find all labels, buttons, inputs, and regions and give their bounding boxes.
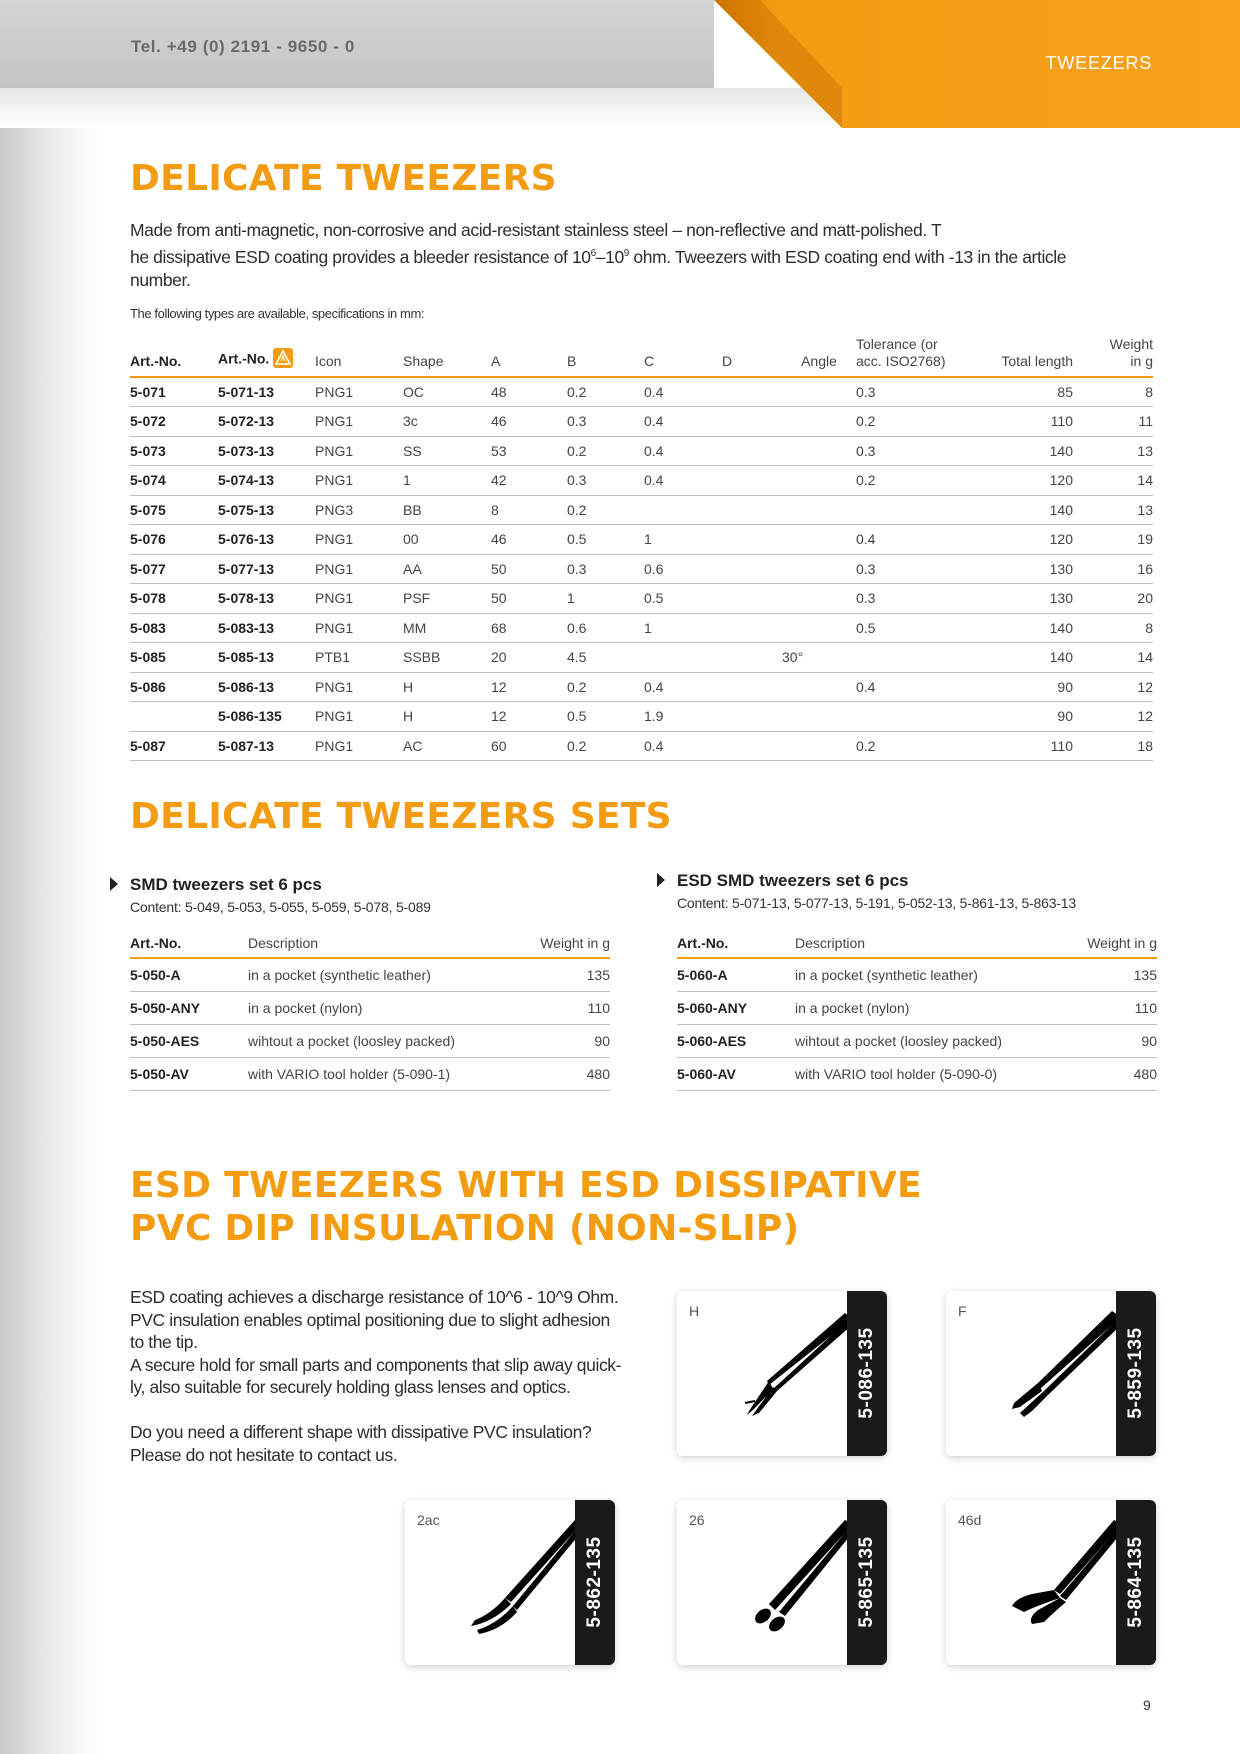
th-weight-line1: Weight (1109, 336, 1153, 352)
left-gradient-shade (0, 0, 100, 1754)
th-total-length: Total length (974, 336, 1073, 377)
product-art-no: 5-865-135 (856, 1536, 877, 1628)
cell-angle (782, 495, 856, 525)
cell-length: 140 (974, 643, 1073, 673)
cell-b: 0.5 (567, 525, 644, 555)
product-card-5-862-135[interactable] (405, 1500, 615, 1665)
cell-weight: 8 (1073, 613, 1153, 643)
cell-tol (856, 495, 974, 525)
cell-art-esd: 5-073-13 (218, 436, 315, 466)
table-row (130, 495, 1153, 525)
cell-icon: PNG1 (315, 731, 403, 761)
cell-art-esd: 5-071-13 (218, 377, 315, 407)
esd-paragraph-1 (130, 1286, 630, 1399)
cell-art: 5-085 (130, 643, 218, 673)
cell-art-esd: 5-076-13 (218, 525, 315, 555)
cell-art: 5-072 (130, 407, 218, 437)
cell-tol: 0.3 (856, 584, 974, 614)
cell-art-esd: 5-075-13 (218, 495, 315, 525)
cell-tol: 0.4 (856, 672, 974, 702)
cell-a: 20 (491, 643, 567, 673)
cell-weight: 12 (1073, 672, 1153, 702)
cell-angle (782, 466, 856, 496)
th-b: B (567, 336, 644, 377)
table-row (130, 672, 1153, 702)
cell-length: 85 (974, 377, 1073, 407)
product-art-no: 5-864-135 (1125, 1536, 1146, 1628)
cell-length: 130 (974, 554, 1073, 584)
section-title-line1: ESD TWEEZERS WITH ESD DISSIPATIVE (130, 1165, 922, 1206)
cell-length: 120 (974, 525, 1073, 555)
product-card-5-865-135[interactable] (677, 1500, 887, 1665)
cell-art: 5-083 (130, 613, 218, 643)
cell-angle (782, 584, 856, 614)
section-title-delicate-tweezers: DELICATE TWEEZERS (130, 158, 557, 199)
cell-shape: SS (403, 436, 491, 466)
cell-angle (782, 731, 856, 761)
page-number: 9 (1143, 1697, 1151, 1713)
set-cell-art: 5-050-ANY (130, 991, 248, 1024)
product-card-5-859-135[interactable] (946, 1291, 1156, 1456)
cell-art-esd: 5-074-13 (218, 466, 315, 496)
types-note: The following types are available, specifications in mm: (130, 306, 425, 321)
set-table-row (130, 1057, 610, 1090)
cell-weight: 13 (1073, 495, 1153, 525)
cell-tol: 0.4 (856, 525, 974, 555)
cell-shape: 3c (403, 407, 491, 437)
cell-tol (856, 643, 974, 673)
cell-b: 0.2 (567, 672, 644, 702)
cell-weight: 14 (1073, 466, 1153, 496)
product-shape-label: H (689, 1303, 700, 1319)
set-table-header (677, 935, 1157, 958)
cell-weight: 20 (1073, 584, 1153, 614)
cell-b: 0.3 (567, 466, 644, 496)
set-table-row (130, 991, 610, 1024)
set-heading-text: ESD SMD tweezers set 6 pcs (677, 871, 909, 890)
tweezers-spec-table (130, 336, 1153, 761)
set-table-row (677, 1057, 1157, 1090)
cell-d (722, 672, 782, 702)
set-cell-art: 5-060-A (677, 958, 795, 991)
cell-art: 5-086 (130, 672, 218, 702)
th-set-weight: Weight in g (508, 935, 610, 958)
cell-shape: SSBB (403, 643, 491, 673)
cell-c: 1.9 (644, 702, 722, 732)
cell-shape: 00 (403, 525, 491, 555)
header-section-label: TWEEZERS (1045, 53, 1152, 73)
cell-art: 5-071 (130, 377, 218, 407)
cell-shape: 1 (403, 466, 491, 496)
triangle-bullet-icon (110, 877, 118, 891)
product-card-5-086-135[interactable] (677, 1291, 887, 1456)
table-row (130, 731, 1153, 761)
th-a: A (491, 336, 567, 377)
cell-shape: PSF (403, 584, 491, 614)
th-angle: Angle (782, 336, 856, 377)
cell-a: 46 (491, 525, 567, 555)
cell-art: 5-087 (130, 731, 218, 761)
th-shape: Shape (403, 336, 491, 377)
cell-a: 12 (491, 672, 567, 702)
cell-d (722, 554, 782, 584)
cell-c (644, 495, 722, 525)
set-cell-art: 5-050-AV (130, 1057, 248, 1090)
intro-line-2 (130, 242, 1130, 292)
set-table-row (130, 958, 610, 991)
esd-p1-line1: ESD coating achieves a discharge resistance of 10^6 - 10^9 Ohm. (130, 1287, 619, 1307)
product-art-no: 5-862-135 (584, 1536, 605, 1628)
cell-weight: 19 (1073, 525, 1153, 555)
cell-shape: MM (403, 613, 491, 643)
product-shape-label: 46d (958, 1512, 982, 1528)
table-row (130, 377, 1153, 407)
th-icon: Icon (315, 336, 403, 377)
th-c: C (644, 336, 722, 377)
cell-b: 0.2 (567, 731, 644, 761)
cell-tol: 0.2 (856, 407, 974, 437)
cell-angle (782, 407, 856, 437)
th-set-desc: Description (795, 935, 1055, 958)
triangle-bullet-icon (657, 873, 665, 887)
th-tolerance (856, 336, 974, 377)
cell-d (722, 731, 782, 761)
cell-d (722, 613, 782, 643)
set-cell-art: 5-060-AV (677, 1057, 795, 1090)
cell-length: 140 (974, 436, 1073, 466)
th-tolerance-line2: acc. ISO2768) (856, 353, 946, 369)
esd-p1-line5: ly, also suitable for securely holding glass lenses and optics. (130, 1377, 571, 1397)
intro-line-1: Made from anti-magnetic, non-corrosive and acid-resistant stainless steel – non-reflective and matt-polished. T (130, 220, 942, 240)
set-cell-desc: in a pocket (synthetic leather) (248, 958, 508, 991)
section-title-tweezers-sets: DELICATE TWEEZERS SETS (130, 796, 672, 837)
cell-tol: 0.3 (856, 436, 974, 466)
cell-d (722, 584, 782, 614)
cell-c: 0.4 (644, 436, 722, 466)
set-table (130, 935, 610, 1091)
cell-c: 0.4 (644, 466, 722, 496)
cell-a: 68 (491, 613, 567, 643)
cell-weight: 12 (1073, 702, 1153, 732)
cell-b: 0.2 (567, 436, 644, 466)
set-cell-desc: with VARIO tool holder (5-090-1) (248, 1057, 508, 1090)
cell-length: 90 (974, 672, 1073, 702)
cell-tol: 0.3 (856, 377, 974, 407)
set-heading (130, 875, 610, 895)
tweezers-angled-icon (976, 1520, 1126, 1645)
cell-weight: 11 (1073, 407, 1153, 437)
cell-art-esd: 5-083-13 (218, 613, 315, 643)
cell-d (722, 495, 782, 525)
cell-c: 1 (644, 525, 722, 555)
th-weight (1073, 336, 1153, 377)
cell-angle (782, 702, 856, 732)
cell-art-esd: 5-078-13 (218, 584, 315, 614)
esd-icon (273, 348, 293, 368)
cell-shape: AA (403, 554, 491, 584)
cell-length: 90 (974, 702, 1073, 732)
cell-angle (782, 672, 856, 702)
cell-b: 1 (567, 584, 644, 614)
th-art-no-esd (218, 336, 315, 377)
cell-d (722, 702, 782, 732)
tweezers-curved-icon (435, 1520, 585, 1645)
cell-angle (782, 554, 856, 584)
table-row (130, 525, 1153, 555)
set-block-esd-smd (677, 871, 1157, 1091)
cell-length: 140 (974, 495, 1073, 525)
set-cell-desc: in a pocket (nylon) (248, 991, 508, 1024)
cell-art-esd: 5-085-13 (218, 643, 315, 673)
cell-a: 46 (491, 407, 567, 437)
cell-art: 5-073 (130, 436, 218, 466)
cell-a: 50 (491, 554, 567, 584)
cell-d (722, 377, 782, 407)
set-cell-art: 5-050-AES (130, 1024, 248, 1057)
cell-length: 130 (974, 584, 1073, 614)
esd-description (130, 1286, 630, 1489)
cell-art: 5-076 (130, 525, 218, 555)
set-cell-weight: 480 (1055, 1057, 1157, 1090)
set-cell-art: 5-060-ANY (677, 991, 795, 1024)
table-row (130, 584, 1153, 614)
cell-length: 140 (974, 613, 1073, 643)
set-cell-art: 5-050-A (130, 958, 248, 991)
cell-angle (782, 525, 856, 555)
cell-c: 0.6 (644, 554, 722, 584)
product-art-no: 5-086-135 (856, 1327, 877, 1419)
cell-tol: 0.5 (856, 613, 974, 643)
th-tolerance-line1: Tolerance (or (856, 336, 938, 352)
cell-art-esd: 5-072-13 (218, 407, 315, 437)
th-art-no-esd-label: Art.-No. (218, 350, 270, 367)
intro-text-a: he dissipative ESD coating provides a bleeder resistance of 10 (130, 246, 591, 267)
section-title-line2: PVC DIP INSULATION (NON-SLIP) (130, 1208, 800, 1250)
cell-art (130, 702, 218, 732)
cell-a: 60 (491, 731, 567, 761)
set-heading (677, 871, 1157, 891)
table-row (130, 554, 1153, 584)
set-content: Content: 5-071-13, 5-077-13, 5-191, 5-052-13, 5-861-13, 5-863-13 (677, 895, 1076, 911)
set-cell-weight: 90 (508, 1024, 610, 1057)
th-set-art: Art.-No. (677, 935, 795, 958)
product-art-no: 5-859-135 (1125, 1327, 1146, 1419)
cell-weight: 13 (1073, 436, 1153, 466)
cell-art: 5-077 (130, 554, 218, 584)
cell-tol: 0.2 (856, 731, 974, 761)
cell-tol: 0.3 (856, 554, 974, 584)
cell-c: 0.4 (644, 377, 722, 407)
cell-d (722, 643, 782, 673)
cell-length: 110 (974, 407, 1073, 437)
esd-paragraph-2 (130, 1421, 630, 1466)
cell-icon: PTB1 (315, 643, 403, 673)
th-weight-line2: in g (1130, 353, 1153, 369)
set-cell-weight: 480 (508, 1057, 610, 1090)
cell-icon: PNG1 (315, 584, 403, 614)
cell-art-esd: 5-077-13 (218, 554, 315, 584)
table-row (130, 613, 1153, 643)
cell-d (722, 407, 782, 437)
cell-angle: 30° (782, 643, 856, 673)
tweezers-flat-icon (976, 1311, 1126, 1436)
cell-c: 0.4 (644, 731, 722, 761)
cell-art: 5-074 (130, 466, 218, 496)
esd-p1-line3: to the tip. (130, 1332, 198, 1352)
cell-shape: BB (403, 495, 491, 525)
set-cell-weight: 135 (508, 958, 610, 991)
set-table-row (130, 1024, 610, 1057)
cell-weight: 16 (1073, 554, 1153, 584)
set-cell-weight: 110 (508, 991, 610, 1024)
cell-tol: 0.2 (856, 466, 974, 496)
cell-icon: PNG3 (315, 495, 403, 525)
set-cell-desc: with VARIO tool holder (5-090-0) (795, 1057, 1055, 1090)
header-phone: Tel. +49 (0) 2191 - 9650 - 0 (131, 37, 355, 56)
cell-b: 0.3 (567, 554, 644, 584)
cell-a: 53 (491, 436, 567, 466)
cell-icon: PNG1 (315, 377, 403, 407)
intro-text-c: ohm. Tweezers with ESD coating end with -13 in the article number. (130, 246, 1067, 290)
esd-p2-line1: Do you need a different shape with dissipative PVC insulation? (130, 1422, 592, 1442)
cell-d (722, 466, 782, 496)
th-set-art: Art.-No. (130, 935, 248, 958)
table-row (130, 466, 1153, 496)
set-table-header (130, 935, 610, 958)
th-set-desc: Description (248, 935, 508, 958)
cell-art: 5-075 (130, 495, 218, 525)
cell-shape: H (403, 702, 491, 732)
set-cell-desc: wihtout a pocket (loosley packed) (248, 1024, 508, 1057)
set-table-row (677, 958, 1157, 991)
table-row (130, 643, 1153, 673)
cell-a: 12 (491, 702, 567, 732)
esd-p1-line2: PVC insulation enables optimal positioning due to slight adhesion (130, 1309, 610, 1330)
th-art-no: Art.-No. (130, 336, 218, 377)
cell-icon: PNG1 (315, 436, 403, 466)
cell-icon: PNG1 (315, 554, 403, 584)
set-block-smd (130, 875, 610, 1091)
product-shape-label: 2ac (417, 1512, 440, 1528)
set-table (677, 935, 1157, 1091)
set-cell-weight: 110 (1055, 991, 1157, 1024)
set-cell-weight: 135 (1055, 958, 1157, 991)
cell-b: 4.5 (567, 643, 644, 673)
cell-a: 8 (491, 495, 567, 525)
set-content: Content: 5-049, 5-053, 5-055, 5-059, 5-078, 5-089 (130, 899, 431, 915)
cell-b: 0.2 (567, 377, 644, 407)
cell-c: 0.4 (644, 672, 722, 702)
set-cell-desc: in a pocket (nylon) (795, 991, 1055, 1024)
set-heading-text: SMD tweezers set 6 pcs (130, 875, 322, 894)
cell-b: 0.2 (567, 495, 644, 525)
cell-b: 0.5 (567, 702, 644, 732)
cell-shape: AC (403, 731, 491, 761)
cell-art: 5-078 (130, 584, 218, 614)
cell-tol (856, 702, 974, 732)
cell-weight: 18 (1073, 731, 1153, 761)
intro-sup-1: 6 (590, 248, 596, 259)
table-header-row (130, 336, 1153, 377)
cell-weight: 8 (1073, 377, 1153, 407)
table-row (130, 702, 1153, 732)
cell-art-esd: 5-086-135 (218, 702, 315, 732)
intro-paragraph (130, 219, 1130, 292)
cell-shape: H (403, 672, 491, 702)
cell-angle (782, 613, 856, 643)
cell-icon: PNG1 (315, 407, 403, 437)
cell-d (722, 525, 782, 555)
table-row (130, 407, 1153, 437)
set-cell-weight: 90 (1055, 1024, 1157, 1057)
esd-p1-line4: A secure hold for small parts and components that slip away quick- (130, 1354, 622, 1375)
tweezers-pointed-icon (707, 1311, 857, 1436)
cell-a: 42 (491, 466, 567, 496)
product-card-5-864-135[interactable] (946, 1500, 1156, 1665)
cell-c (644, 643, 722, 673)
intro-sup-2: 9 (623, 248, 629, 259)
th-set-weight: Weight in g (1055, 935, 1157, 958)
set-table-row (677, 991, 1157, 1024)
product-shape-label: F (958, 1303, 967, 1319)
cell-c: 0.4 (644, 407, 722, 437)
th-d: D (722, 336, 782, 377)
esd-p2-line2: Please do not hesitate to contact us. (130, 1444, 398, 1465)
cell-c: 0.5 (644, 584, 722, 614)
set-cell-art: 5-060-AES (677, 1024, 795, 1057)
set-cell-desc: in a pocket (synthetic leather) (795, 958, 1055, 991)
set-table-row (677, 1024, 1157, 1057)
cell-art-esd: 5-086-13 (218, 672, 315, 702)
cell-icon: PNG1 (315, 525, 403, 555)
intro-text-b: –10 (595, 246, 624, 267)
cell-b: 0.6 (567, 613, 644, 643)
cell-weight: 14 (1073, 643, 1153, 673)
cell-a: 50 (491, 584, 567, 614)
cell-length: 120 (974, 466, 1073, 496)
cell-a: 48 (491, 377, 567, 407)
cell-icon: PNG1 (315, 466, 403, 496)
cell-angle (782, 436, 856, 466)
tweezers-round-icon (707, 1520, 857, 1645)
cell-c: 1 (644, 613, 722, 643)
cell-b: 0.3 (567, 407, 644, 437)
cell-angle (782, 377, 856, 407)
cell-icon: PNG1 (315, 613, 403, 643)
cell-icon: PNG1 (315, 702, 403, 732)
table-row (130, 436, 1153, 466)
cell-shape: OC (403, 377, 491, 407)
cell-d (722, 436, 782, 466)
product-shape-label: 26 (689, 1512, 705, 1528)
cell-length: 110 (974, 731, 1073, 761)
section-title-esd-tweezers (130, 1164, 922, 1250)
set-cell-desc: wihtout a pocket (loosley packed) (795, 1024, 1055, 1057)
cell-icon: PNG1 (315, 672, 403, 702)
cell-art-esd: 5-087-13 (218, 731, 315, 761)
